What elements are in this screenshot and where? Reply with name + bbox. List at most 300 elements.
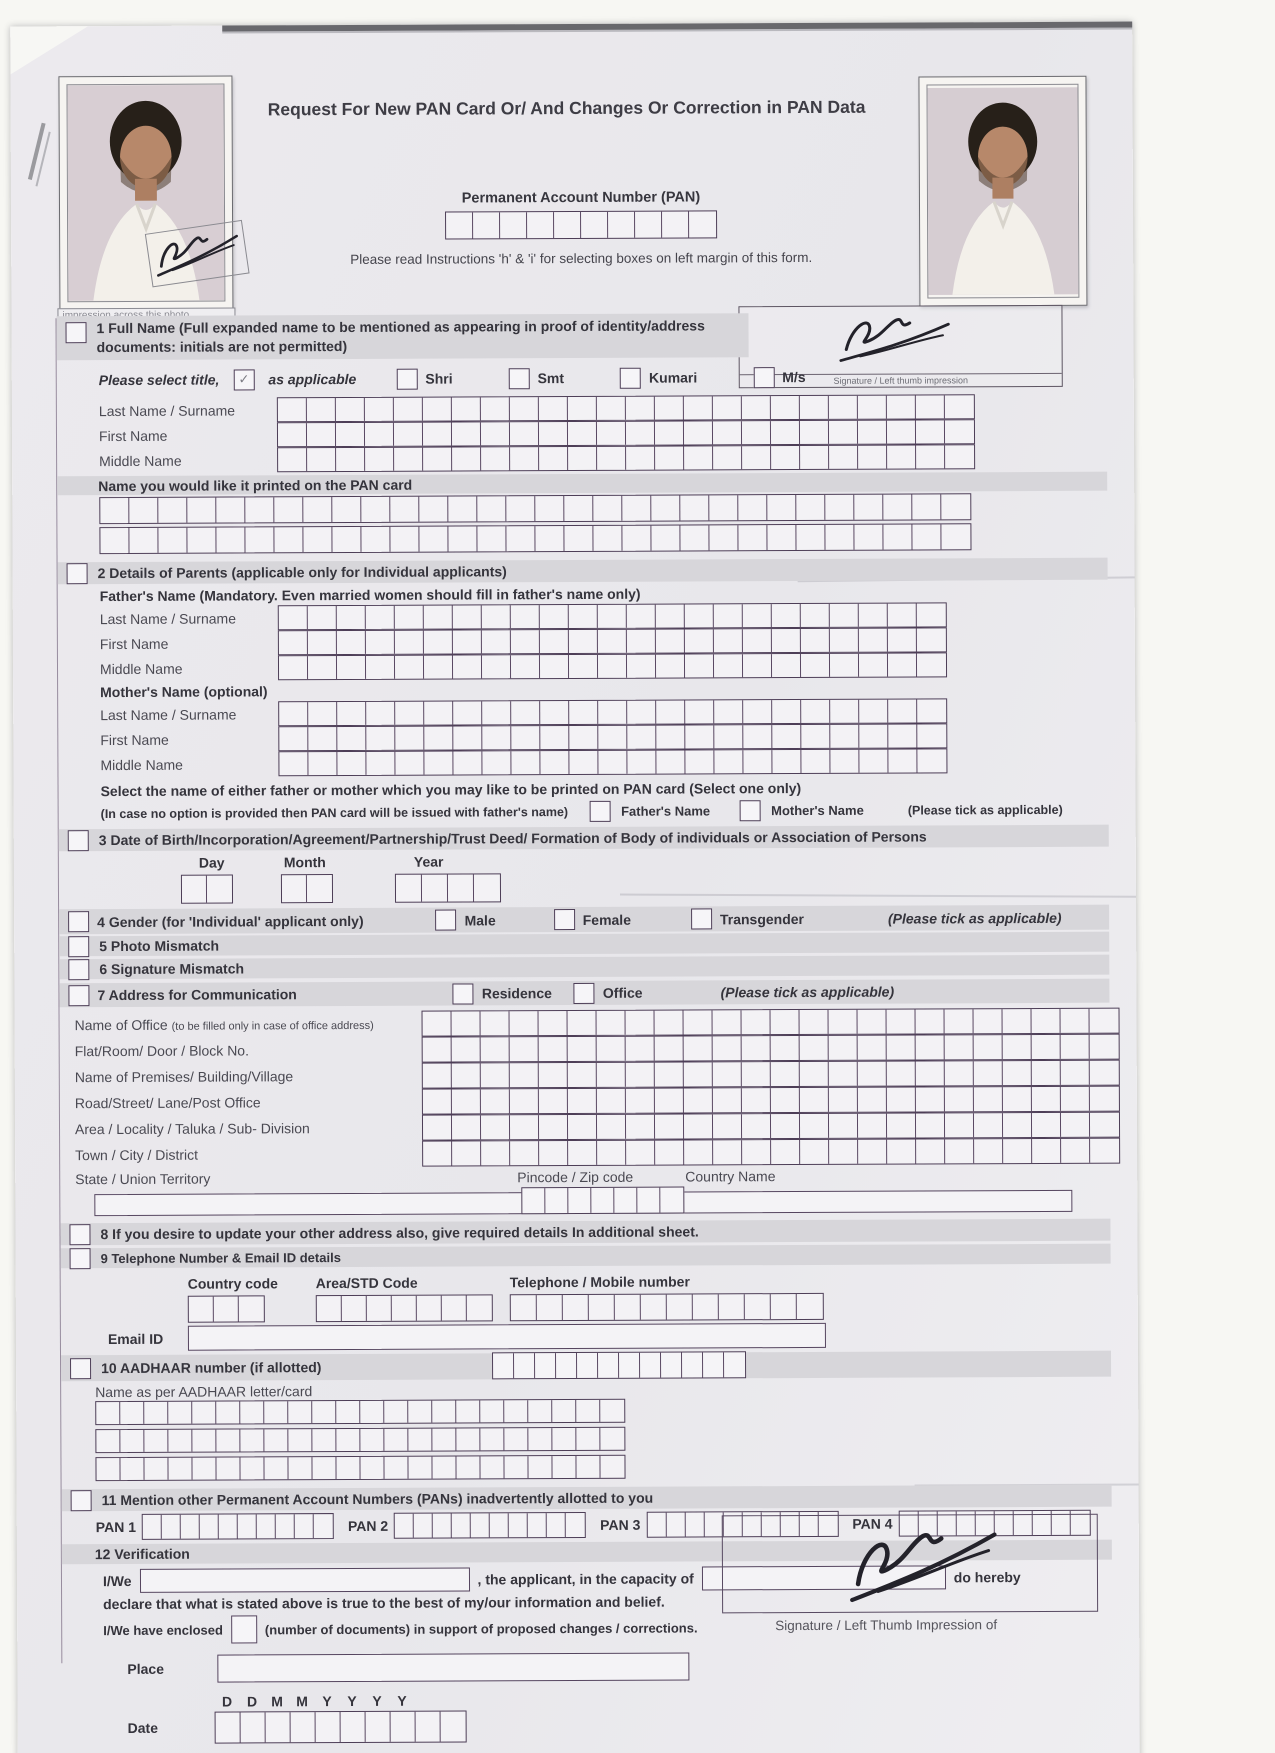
- char-cell[interactable]: [800, 1010, 829, 1034]
- char-cell[interactable]: [535, 496, 564, 521]
- char-cell[interactable]: [771, 1062, 800, 1086]
- char-cell[interactable]: [945, 1061, 974, 1085]
- char-cell[interactable]: [829, 1088, 858, 1112]
- char-cell[interactable]: [96, 1430, 120, 1452]
- char-cell[interactable]: [974, 1035, 1003, 1059]
- char-cell[interactable]: [600, 1400, 624, 1422]
- char-cell[interactable]: [626, 1063, 655, 1087]
- char-cell[interactable]: [591, 1188, 614, 1213]
- char-cell[interactable]: [556, 1353, 577, 1378]
- char-cell[interactable]: [539, 1063, 568, 1087]
- char-cell[interactable]: [423, 1064, 452, 1088]
- char-cell[interactable]: [245, 497, 274, 522]
- char-cell[interactable]: [539, 1011, 568, 1035]
- char-cell[interactable]: [219, 1514, 238, 1538]
- char-cell[interactable]: [651, 496, 680, 521]
- char-cell[interactable]: [859, 604, 888, 627]
- char-cell[interactable]: [627, 630, 656, 653]
- char-cell[interactable]: [441, 1711, 466, 1741]
- char-cell[interactable]: [535, 1353, 556, 1378]
- checkbox-residence[interactable]: [453, 983, 474, 1004]
- checkbox-female[interactable]: [554, 909, 575, 930]
- pan1-grid[interactable]: [142, 1513, 334, 1540]
- char-cell[interactable]: [800, 1088, 829, 1112]
- day-grid[interactable]: [181, 874, 233, 903]
- char-cell[interactable]: [480, 1456, 504, 1478]
- char-cell[interactable]: [539, 1037, 568, 1061]
- char-cell[interactable]: [332, 497, 361, 522]
- char-cell[interactable]: [216, 497, 245, 522]
- char-cell[interactable]: [796, 495, 825, 520]
- char-cell[interactable]: [481, 447, 510, 470]
- char-cell[interactable]: [801, 725, 830, 748]
- char-cell[interactable]: [264, 1429, 288, 1451]
- char-cell[interactable]: [771, 1088, 800, 1112]
- char-cell[interactable]: [510, 1011, 539, 1035]
- checkbox-ms[interactable]: [753, 367, 774, 388]
- section1-margin-checkbox[interactable]: [66, 322, 87, 343]
- char-cell[interactable]: [453, 630, 482, 653]
- char-cell[interactable]: [168, 1458, 192, 1480]
- char-cell[interactable]: [477, 496, 506, 521]
- char-cell[interactable]: [1003, 1139, 1032, 1163]
- char-cell[interactable]: [1090, 1035, 1119, 1059]
- char-cell[interactable]: [916, 395, 945, 418]
- char-cell[interactable]: [540, 655, 569, 678]
- char-cell[interactable]: [279, 702, 308, 725]
- aadhaar-grid[interactable]: [492, 1351, 746, 1379]
- char-cell[interactable]: [423, 1116, 452, 1140]
- char-cell[interactable]: [887, 1114, 916, 1138]
- char-cell[interactable]: [829, 1140, 858, 1164]
- char-cell[interactable]: [597, 1089, 626, 1113]
- char-cell[interactable]: [366, 727, 395, 750]
- char-cell[interactable]: [395, 702, 424, 725]
- char-cell[interactable]: [597, 422, 626, 445]
- char-cell[interactable]: [308, 752, 337, 775]
- char-cell[interactable]: [453, 726, 482, 749]
- section5-margin-checkbox[interactable]: [68, 936, 89, 957]
- checkbox-mothers-name[interactable]: [740, 800, 761, 821]
- char-cell[interactable]: [423, 398, 452, 421]
- char-cell[interactable]: [883, 525, 912, 550]
- checkbox-male[interactable]: [436, 910, 457, 931]
- char-cell[interactable]: [535, 526, 564, 551]
- char-cell[interactable]: [662, 211, 689, 237]
- char-cell[interactable]: [432, 1401, 456, 1423]
- char-cell[interactable]: [336, 423, 365, 446]
- char-cell[interactable]: [684, 1088, 713, 1112]
- char-cell[interactable]: [858, 1010, 887, 1034]
- char-cell[interactable]: [527, 212, 554, 238]
- char-cell[interactable]: [510, 1089, 539, 1113]
- char-cell[interactable]: [912, 524, 941, 549]
- char-cell[interactable]: [800, 421, 829, 444]
- char-cell[interactable]: [568, 447, 597, 470]
- char-cell[interactable]: [945, 395, 974, 418]
- char-cell[interactable]: [974, 1087, 1003, 1111]
- char-cell[interactable]: [656, 605, 685, 628]
- char-cell[interactable]: [481, 1115, 510, 1139]
- char-cell[interactable]: [240, 1401, 264, 1423]
- char-cell[interactable]: [713, 1062, 742, 1086]
- char-cell[interactable]: [295, 1514, 314, 1538]
- char-cell[interactable]: [1061, 1139, 1090, 1163]
- char-cell[interactable]: [655, 1141, 684, 1165]
- char-cell[interactable]: [829, 1062, 858, 1086]
- char-cell[interactable]: [537, 1295, 563, 1320]
- char-cell[interactable]: [264, 1401, 288, 1423]
- char-cell[interactable]: [800, 1140, 829, 1164]
- char-cell[interactable]: [552, 1428, 576, 1450]
- char-cell[interactable]: [661, 1353, 682, 1378]
- char-cell[interactable]: [685, 725, 714, 748]
- char-cell[interactable]: [384, 1429, 408, 1451]
- char-cell[interactable]: [771, 1114, 800, 1138]
- char-cell[interactable]: [655, 422, 684, 445]
- char-cell[interactable]: [887, 1036, 916, 1060]
- place-input[interactable]: [217, 1653, 689, 1683]
- char-cell[interactable]: [540, 630, 569, 653]
- char-cell[interactable]: [482, 701, 511, 724]
- flat-grid[interactable]: [422, 1034, 1120, 1063]
- char-cell[interactable]: [608, 212, 635, 238]
- char-cell[interactable]: [1061, 1087, 1090, 1111]
- std-code-grid[interactable]: [316, 1294, 493, 1322]
- char-cell[interactable]: [888, 604, 917, 627]
- char-cell[interactable]: [771, 1036, 800, 1060]
- section3-margin-checkbox[interactable]: [68, 830, 89, 851]
- char-cell[interactable]: [471, 1513, 490, 1537]
- char-cell[interactable]: [858, 1088, 887, 1112]
- char-cell[interactable]: [568, 1188, 591, 1213]
- checkbox-transgender[interactable]: [691, 908, 712, 929]
- char-cell[interactable]: [528, 1400, 552, 1422]
- char-cell[interactable]: [288, 1457, 312, 1479]
- char-cell[interactable]: [600, 1456, 624, 1478]
- char-cell[interactable]: [917, 749, 946, 772]
- char-cell[interactable]: [598, 655, 627, 678]
- char-cell[interactable]: [569, 655, 598, 678]
- char-cell[interactable]: [504, 1456, 528, 1478]
- char-cell[interactable]: [360, 1401, 384, 1423]
- char-cell[interactable]: [238, 1514, 257, 1538]
- char-cell[interactable]: [598, 751, 627, 774]
- char-cell[interactable]: [442, 1295, 467, 1320]
- char-cell[interactable]: [563, 1295, 589, 1320]
- char-cell[interactable]: [424, 702, 453, 725]
- char-cell[interactable]: [945, 1087, 974, 1111]
- char-cell[interactable]: [622, 496, 651, 521]
- firstname-grid[interactable]: [277, 419, 975, 447]
- char-cell[interactable]: [680, 525, 709, 550]
- char-cell[interactable]: [279, 606, 308, 629]
- char-cell[interactable]: [589, 1295, 615, 1320]
- char-cell[interactable]: [1003, 1009, 1032, 1033]
- char-cell[interactable]: [569, 605, 598, 628]
- char-cell[interactable]: [568, 1011, 597, 1035]
- char-cell[interactable]: [192, 1402, 216, 1424]
- char-cell[interactable]: [859, 750, 888, 773]
- char-cell[interactable]: [473, 212, 500, 238]
- char-cell[interactable]: [772, 604, 801, 627]
- char-cell[interactable]: [216, 1712, 241, 1742]
- char-cell[interactable]: [433, 1514, 452, 1538]
- char-cell[interactable]: [945, 420, 974, 443]
- char-cell[interactable]: [883, 495, 912, 520]
- char-cell[interactable]: [493, 1353, 514, 1378]
- month-grid[interactable]: [281, 874, 333, 903]
- char-cell[interactable]: [619, 1353, 640, 1378]
- char-cell[interactable]: [552, 1456, 576, 1478]
- char-cell[interactable]: [1003, 1035, 1032, 1059]
- char-cell[interactable]: [593, 526, 622, 551]
- pan-number-grid[interactable]: [445, 210, 717, 239]
- char-cell[interactable]: [481, 1089, 510, 1113]
- char-cell[interactable]: [917, 628, 946, 651]
- char-cell[interactable]: [278, 398, 307, 421]
- char-cell[interactable]: [974, 1009, 1003, 1033]
- char-cell[interactable]: [974, 1139, 1003, 1163]
- char-cell[interactable]: [714, 725, 743, 748]
- char-cell[interactable]: [742, 1010, 771, 1034]
- char-cell[interactable]: [713, 446, 742, 469]
- char-cell[interactable]: [829, 1036, 858, 1060]
- char-cell[interactable]: [539, 1141, 568, 1165]
- char-cell[interactable]: [162, 1515, 181, 1539]
- char-cell[interactable]: [481, 1011, 510, 1035]
- char-cell[interactable]: [656, 751, 685, 774]
- char-cell[interactable]: [945, 1139, 974, 1163]
- char-cell[interactable]: [282, 875, 307, 902]
- char-cell[interactable]: [192, 1430, 216, 1452]
- char-cell[interactable]: [274, 497, 303, 522]
- char-cell[interactable]: [182, 876, 207, 903]
- char-cell[interactable]: [1032, 1061, 1061, 1085]
- char-cell[interactable]: [627, 701, 656, 724]
- char-cell[interactable]: [684, 1010, 713, 1034]
- char-cell[interactable]: [597, 397, 626, 420]
- char-cell[interactable]: [336, 1429, 360, 1451]
- char-cell[interactable]: [1061, 1061, 1090, 1085]
- char-cell[interactable]: [384, 1457, 408, 1479]
- char-cell[interactable]: [547, 1513, 566, 1537]
- char-cell[interactable]: [772, 700, 801, 723]
- char-cell[interactable]: [1061, 1009, 1090, 1033]
- char-cell[interactable]: [423, 1142, 452, 1166]
- char-cell[interactable]: [239, 1296, 264, 1321]
- char-cell[interactable]: [360, 1457, 384, 1479]
- section11-margin-checkbox[interactable]: [71, 1490, 92, 1511]
- char-cell[interactable]: [641, 1295, 667, 1320]
- char-cell[interactable]: [568, 1037, 597, 1061]
- char-cell[interactable]: [767, 495, 796, 520]
- char-cell[interactable]: [1061, 1113, 1090, 1137]
- char-cell[interactable]: [511, 726, 540, 749]
- char-cell[interactable]: [916, 1061, 945, 1085]
- char-cell[interactable]: [490, 1513, 509, 1537]
- char-cell[interactable]: [887, 1088, 916, 1112]
- char-cell[interactable]: [452, 1037, 481, 1061]
- char-cell[interactable]: [568, 1063, 597, 1087]
- char-cell[interactable]: [417, 1296, 442, 1321]
- char-cell[interactable]: [452, 1089, 481, 1113]
- char-cell[interactable]: [452, 447, 481, 470]
- mother-firstname-grid[interactable]: [278, 723, 947, 751]
- char-cell[interactable]: [771, 446, 800, 469]
- char-cell[interactable]: [456, 1456, 480, 1478]
- char-cell[interactable]: [1032, 1035, 1061, 1059]
- char-cell[interactable]: [713, 421, 742, 444]
- char-cell[interactable]: [569, 726, 598, 749]
- char-cell[interactable]: [742, 1088, 771, 1112]
- char-cell[interactable]: [307, 398, 336, 421]
- char-cell[interactable]: [719, 1294, 745, 1319]
- char-cell[interactable]: [916, 1139, 945, 1163]
- office-name-grid[interactable]: [422, 1008, 1120, 1037]
- char-cell[interactable]: [424, 656, 453, 679]
- char-cell[interactable]: [432, 1429, 456, 1451]
- char-cell[interactable]: [336, 448, 365, 471]
- char-cell[interactable]: [830, 750, 859, 773]
- char-cell[interactable]: [395, 631, 424, 654]
- char-cell[interactable]: [395, 752, 424, 775]
- section9-margin-checkbox[interactable]: [70, 1248, 91, 1269]
- char-cell[interactable]: [615, 1295, 641, 1320]
- char-cell[interactable]: [568, 397, 597, 420]
- char-cell[interactable]: [257, 1514, 276, 1538]
- char-cell[interactable]: [482, 726, 511, 749]
- section8-margin-checkbox[interactable]: [69, 1224, 90, 1245]
- char-cell[interactable]: [626, 1037, 655, 1061]
- char-cell[interactable]: [713, 1114, 742, 1138]
- char-cell[interactable]: [772, 654, 801, 677]
- char-cell[interactable]: [509, 1513, 528, 1537]
- char-cell[interactable]: [714, 700, 743, 723]
- char-cell[interactable]: [713, 1010, 742, 1034]
- char-cell[interactable]: [858, 421, 887, 444]
- char-cell[interactable]: [245, 527, 274, 552]
- char-cell[interactable]: [511, 630, 540, 653]
- char-cell[interactable]: [477, 526, 506, 551]
- char-cell[interactable]: [308, 656, 337, 679]
- char-cell[interactable]: [680, 495, 709, 520]
- char-cell[interactable]: [912, 494, 941, 519]
- char-cell[interactable]: [207, 875, 232, 902]
- char-cell[interactable]: [569, 751, 598, 774]
- char-cell[interactable]: [569, 630, 598, 653]
- char-cell[interactable]: [308, 727, 337, 750]
- char-cell[interactable]: [564, 526, 593, 551]
- char-cell[interactable]: [916, 420, 945, 443]
- char-cell[interactable]: [713, 396, 742, 419]
- char-cell[interactable]: [361, 527, 390, 552]
- char-cell[interactable]: [452, 1011, 481, 1035]
- char-cell[interactable]: [216, 1401, 240, 1423]
- char-cell[interactable]: [916, 1087, 945, 1111]
- checkbox-office[interactable]: [574, 982, 595, 1003]
- char-cell[interactable]: [626, 1011, 655, 1035]
- char-cell[interactable]: [887, 446, 916, 469]
- char-cell[interactable]: [514, 1353, 535, 1378]
- char-cell[interactable]: [685, 750, 714, 773]
- char-cell[interactable]: [597, 447, 626, 470]
- char-cell[interactable]: [481, 397, 510, 420]
- char-cell[interactable]: [1032, 1113, 1061, 1137]
- char-cell[interactable]: [1090, 1113, 1119, 1137]
- char-cell[interactable]: [481, 1037, 510, 1061]
- char-cell[interactable]: [655, 1089, 684, 1113]
- mother-middlename-grid[interactable]: [278, 748, 947, 776]
- char-cell[interactable]: [408, 1457, 432, 1479]
- char-cell[interactable]: [597, 1037, 626, 1061]
- char-cell[interactable]: [365, 448, 394, 471]
- char-cell[interactable]: [482, 630, 511, 653]
- aadhaar-name-grid-1[interactable]: [95, 1399, 625, 1425]
- char-cell[interactable]: [452, 1513, 471, 1537]
- char-cell[interactable]: [800, 1062, 829, 1086]
- char-cell[interactable]: [859, 629, 888, 652]
- char-cell[interactable]: [100, 498, 129, 523]
- char-cell[interactable]: [276, 1514, 295, 1538]
- char-cell[interactable]: [888, 654, 917, 677]
- char-cell[interactable]: [423, 448, 452, 471]
- char-cell[interactable]: [684, 421, 713, 444]
- char-cell[interactable]: [390, 497, 419, 522]
- char-cell[interactable]: [448, 874, 474, 901]
- char-cell[interactable]: [452, 1063, 481, 1087]
- char-cell[interactable]: [685, 604, 714, 627]
- char-cell[interactable]: [598, 701, 627, 724]
- char-cell[interactable]: [771, 396, 800, 419]
- char-cell[interactable]: [395, 727, 424, 750]
- char-cell[interactable]: [511, 655, 540, 678]
- char-cell[interactable]: [446, 212, 473, 238]
- char-cell[interactable]: [510, 1063, 539, 1087]
- char-cell[interactable]: [656, 630, 685, 653]
- char-cell[interactable]: [626, 422, 655, 445]
- char-cell[interactable]: [742, 421, 771, 444]
- char-cell[interactable]: [168, 1430, 192, 1452]
- checkbox-fathers-name[interactable]: [590, 801, 611, 822]
- char-cell[interactable]: [408, 1401, 432, 1423]
- char-cell[interactable]: [598, 726, 627, 749]
- char-cell[interactable]: [192, 1458, 216, 1480]
- char-cell[interactable]: [800, 446, 829, 469]
- char-cell[interactable]: [291, 1712, 316, 1742]
- char-cell[interactable]: [829, 1010, 858, 1034]
- section2-margin-checkbox[interactable]: [67, 563, 88, 584]
- char-cell[interactable]: [189, 1297, 214, 1322]
- char-cell[interactable]: [100, 528, 129, 553]
- char-cell[interactable]: [854, 495, 883, 520]
- char-cell[interactable]: [858, 1114, 887, 1138]
- char-cell[interactable]: [724, 1352, 745, 1377]
- char-cell[interactable]: [859, 654, 888, 677]
- father-middlename-grid[interactable]: [278, 652, 947, 680]
- char-cell[interactable]: [312, 1401, 336, 1423]
- char-cell[interactable]: [216, 1429, 240, 1451]
- char-cell[interactable]: [539, 397, 568, 420]
- char-cell[interactable]: [651, 526, 680, 551]
- year-grid[interactable]: [395, 873, 501, 902]
- char-cell[interactable]: [825, 525, 854, 550]
- char-cell[interactable]: [540, 605, 569, 628]
- char-cell[interactable]: [317, 1296, 342, 1321]
- char-cell[interactable]: [656, 701, 685, 724]
- char-cell[interactable]: [240, 1429, 264, 1451]
- char-cell[interactable]: [569, 701, 598, 724]
